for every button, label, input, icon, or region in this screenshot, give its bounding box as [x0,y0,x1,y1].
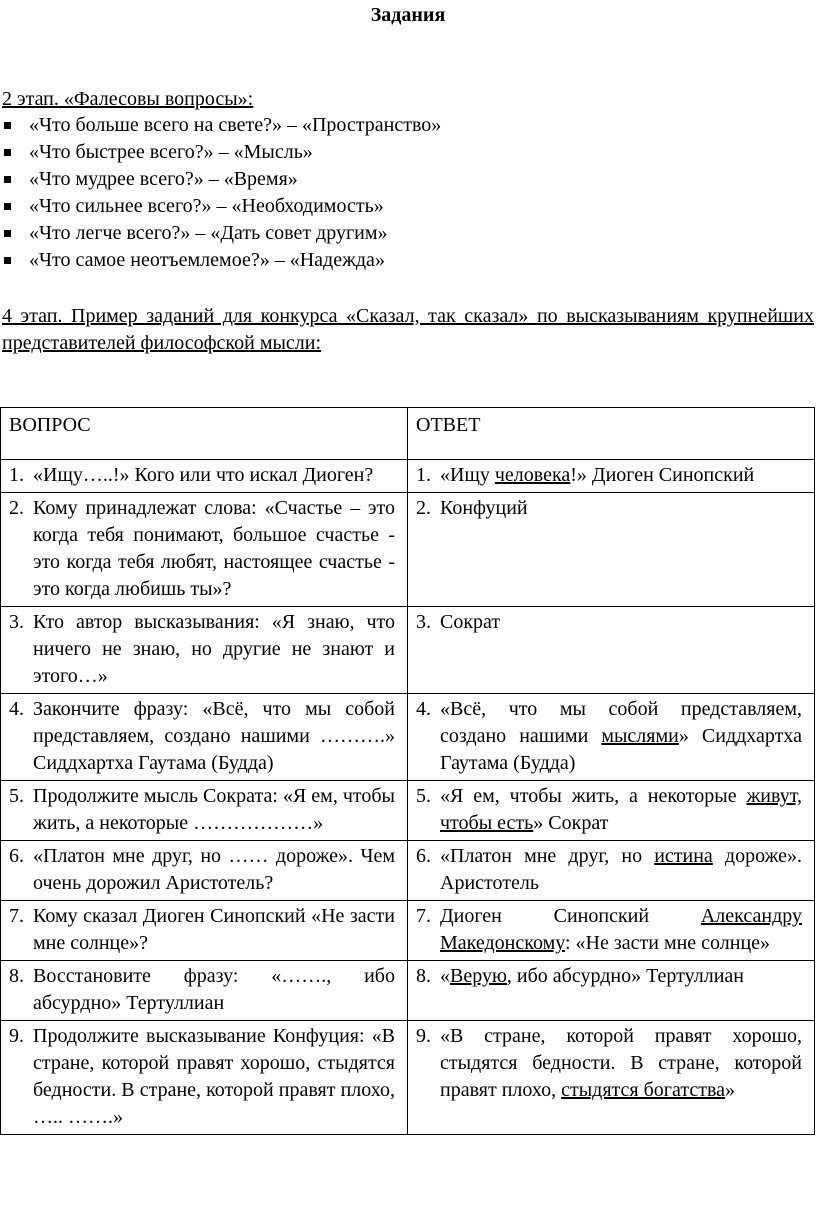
question-number: 4. [9,698,24,720]
question-text: Кому принадлежат слова: «Счастье – это когда тебя понимают, большое счастье - это когда тебя любят, настоящее счастье - это когда любишь ты»? [33,497,395,600]
square-bullet-icon [4,122,11,129]
question-text: Кому сказал Диоген Синопский «Не засти мне солнце»? [33,905,395,954]
square-bullet-icon [4,203,11,210]
answer-number: 8. [416,965,431,987]
answer-text: «Верую, ибо абсурдно» Тертуллиан [440,965,744,987]
question-number: 1. [9,464,24,486]
question-number: 6. [9,845,24,867]
question-text: Кто автор высказывания: «Я знаю, что ничего не знаю, но другие не знают и этого…» [33,611,395,687]
question-number: 9. [9,1025,24,1047]
question-cell [1,493,408,607]
column-header-answer: ОТВЕТ [408,408,815,460]
answer-text: «Всё, что мы собой представляем, создано нашими мыслями» Сиддхартха Гаутама (Будда) [440,698,802,774]
answer-cell [408,607,815,694]
question-text: Продолжите мысль Сократа: «Я ем, чтобы жить, а некоторые ………………» [33,785,395,834]
answer-text: Сократ [440,611,501,633]
question-answer-table [0,407,815,1135]
answer-key-word: истина [654,845,713,867]
answer-number: 6. [416,845,431,867]
answer-cell [408,901,815,961]
question-cell [1,781,408,841]
square-bullet-icon [4,230,11,237]
question-cell [1,901,408,961]
answer-number: 9. [416,1025,431,1047]
table-row [1,607,815,694]
answer-key-word: стыдятся богатства [561,1079,726,1101]
list-item: «Что больше всего на свете?» – «Пространство» [2,112,814,139]
table-row [1,460,815,493]
answer-text: Диоген Синопский Александру Македонскому: «Не засти мне солнце» [440,905,802,954]
answer-cell [408,493,815,607]
answer-key-word: Верую [450,965,507,987]
square-bullet-icon [4,257,11,264]
list-item: «Что мудрее всего?» – «Время» [2,166,814,193]
answer-key-word: Александру Македонскому [440,905,802,954]
question-number: 2. [9,497,24,519]
answer-text: «Я ем, чтобы жить, а некоторые живут, чтобы есть» Сократ [440,785,802,834]
table-row [1,901,815,961]
question-text: Продолжите высказывание Конфуция: «В стране, которой правят хорошо, стыдятся бедности. В стране, которой правят плохо, ….. …….» [33,1025,395,1128]
table-row [1,1021,815,1135]
answer-text: «Ищу человека!» Диоген Синопский [440,464,755,486]
stage-2-section [2,86,814,274]
question-cell [1,1021,408,1135]
stage-4-heading: 4 этап. Пример заданий для конкурса «Сказал, так сказал» по высказываниям крупнейших представителей философской мысли: [2,305,814,354]
answer-number: 4. [416,698,431,720]
answer-cell [408,961,815,1021]
answer-cell [408,694,815,781]
answer-number: 5. [416,785,431,807]
question-text: Восстановите фразу: «……., ибо абсурдно» Тертуллиан [33,965,395,1014]
table-row [1,961,815,1021]
stage-2-question-list [2,112,814,274]
table-row [1,694,815,781]
stage-2-heading: 2 этап. «Фалесовы вопросы»: [2,88,254,110]
question-number: 3. [9,611,24,633]
answer-number: 3. [416,611,431,633]
answer-cell [408,460,815,493]
answer-number: 1. [416,464,431,486]
question-cell [1,841,408,901]
question-cell [1,607,408,694]
question-number: 5. [9,785,24,807]
page-title: Задания [370,4,446,26]
answer-number: 2. [416,497,431,519]
list-item: «Что сильнее всего?» – «Необходимость» [2,193,814,220]
table-row [1,493,815,607]
column-header-question: ВОПРОС [1,408,408,460]
answer-text: «В стране, которой правят хорошо, стыдятся бедности. В стране, которой правят плохо, стыдятся богатства» [440,1025,802,1101]
question-text: Закончите фразу: «Всё, что мы собой представляем, создано нашими ……….» Сиддхартха Гаутама (Будда) [33,698,395,774]
answer-text: Конфуций [440,497,528,519]
question-cell [1,694,408,781]
table-header-row [1,408,815,460]
table-row [1,781,815,841]
table-row [1,841,815,901]
answer-key-word: человека [494,464,571,486]
answer-cell [408,781,815,841]
question-text: «Платон мне друг, но …… дороже». Чем очень дорожил Аристотель? [33,845,395,894]
answer-cell [408,1021,815,1135]
square-bullet-icon [4,176,11,183]
answer-key-word: мыслями [601,725,679,747]
answer-number: 7. [416,905,431,927]
question-number: 7. [9,905,24,927]
answer-cell [408,841,815,901]
question-text: «Ищу…..!» Кого или что искал Диоген? [33,464,374,486]
question-number: 8. [9,965,24,987]
square-bullet-icon [4,149,11,156]
list-item: «Что легче всего?» – «Дать совет другим» [2,220,814,247]
question-cell [1,460,408,493]
list-item: «Что быстрее всего?» – «Мысль» [2,139,814,166]
answer-text: «Платон мне друг, но истина дороже». Аристотель [440,845,803,894]
list-item: «Что самое неотъемлемое?» – «Надежда» [2,247,814,274]
question-cell [1,961,408,1021]
answer-key-word: живут, чтобы есть [440,785,802,834]
